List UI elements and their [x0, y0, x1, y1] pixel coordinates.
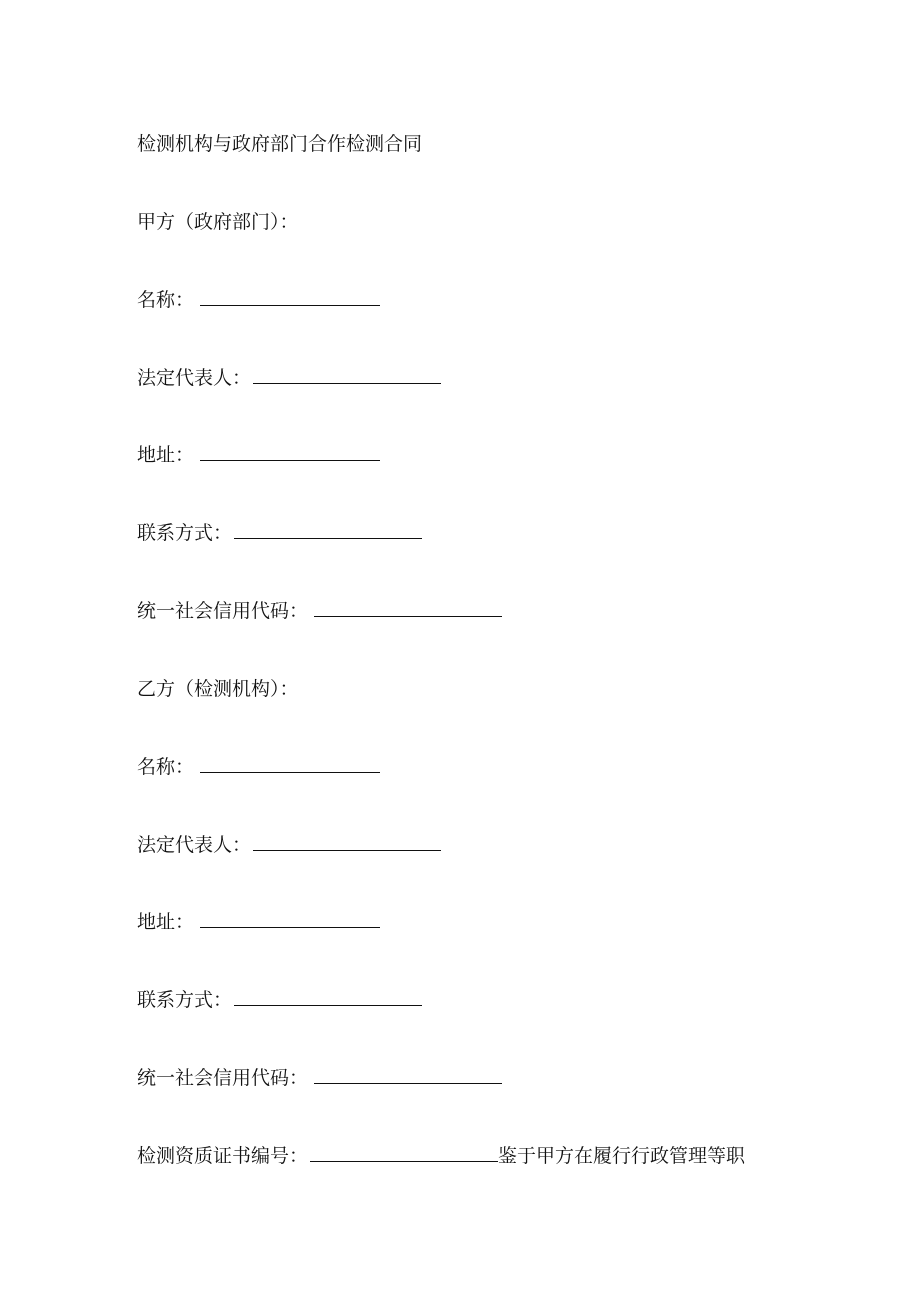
party-a-credit-code-blank[interactable] [314, 598, 502, 617]
party-b-qualification-row [137, 1143, 745, 1169]
continuation-text: 鉴于甲方在履行行政管理等职 [498, 1145, 746, 1167]
party-a-heading [137, 209, 299, 235]
party-a-legal-rep-label: 法定代表人： [137, 367, 252, 389]
party-b-heading [137, 676, 299, 702]
party-b-address-row [137, 909, 380, 935]
party-b-qualification-blank[interactable] [310, 1143, 498, 1162]
document-title [137, 131, 422, 157]
party-a-address-label: 地址： [137, 444, 195, 466]
party-a-legal-rep-blank[interactable] [253, 365, 441, 384]
party-b-name-label: 名称： [137, 756, 195, 778]
party-b-heading-text: 乙方（检测机构）： [137, 678, 299, 700]
party-a-legal-rep-row [137, 365, 441, 391]
party-a-address-row [137, 442, 380, 468]
party-b-credit-code-label: 统一社会信用代码： [137, 1067, 309, 1089]
party-a-credit-code-row [137, 598, 502, 624]
party-b-address-label: 地址： [137, 911, 195, 933]
title-text: 检测机构与政府部门合作检测合同 [137, 133, 423, 155]
party-b-legal-rep-blank[interactable] [253, 832, 441, 851]
party-b-legal-rep-row [137, 832, 441, 858]
party-a-contact-row [137, 520, 422, 546]
party-b-contact-label: 联系方式： [137, 989, 233, 1011]
party-a-contact-label: 联系方式： [137, 522, 233, 544]
party-a-name-label: 名称： [137, 289, 195, 311]
party-b-contact-row [137, 987, 422, 1013]
party-a-contact-blank[interactable] [234, 520, 422, 539]
party-a-address-blank[interactable] [200, 442, 380, 461]
party-b-legal-rep-label: 法定代表人： [137, 834, 252, 856]
party-b-address-blank[interactable] [200, 909, 380, 928]
party-a-name-blank[interactable] [200, 287, 380, 306]
party-b-credit-code-row [137, 1065, 502, 1091]
party-b-credit-code-blank[interactable] [314, 1065, 502, 1084]
party-a-name-row [137, 287, 380, 313]
party-a-credit-code-label: 统一社会信用代码： [137, 600, 309, 622]
party-b-name-row [137, 754, 380, 780]
party-b-qualification-label: 检测资质证书编号： [137, 1145, 309, 1167]
party-b-name-blank[interactable] [200, 754, 380, 773]
party-b-contact-blank[interactable] [234, 987, 422, 1006]
party-a-heading-text: 甲方（政府部门）： [137, 211, 299, 233]
